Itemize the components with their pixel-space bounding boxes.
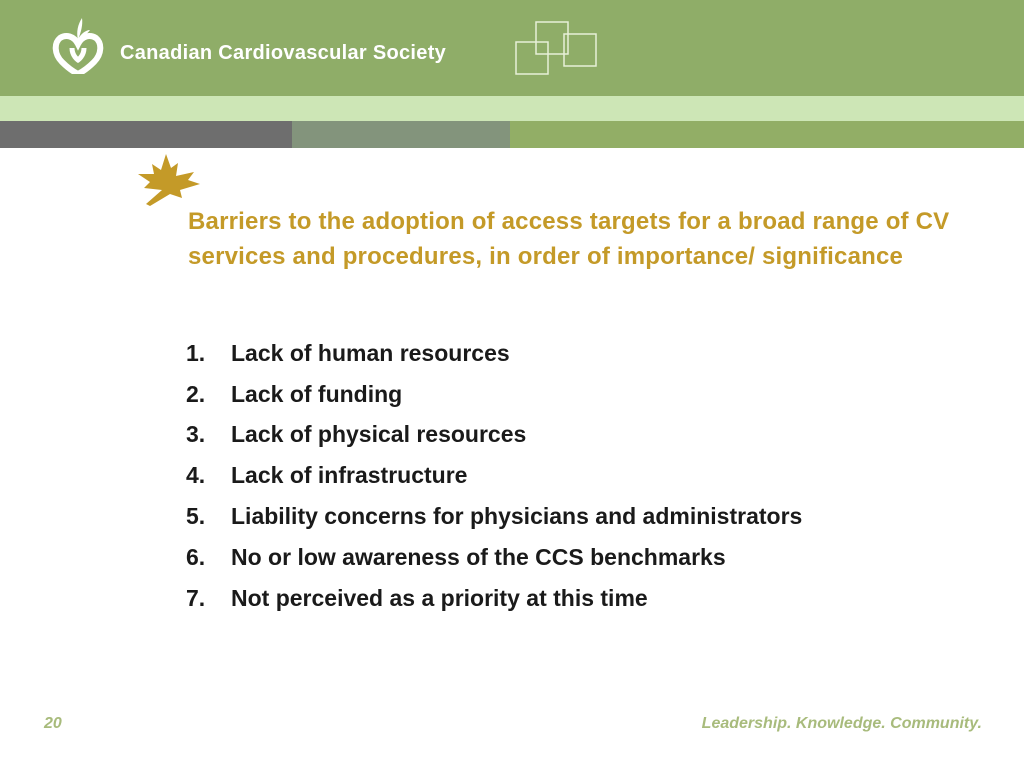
list-item: [186, 496, 802, 537]
list-item-text: Liability concerns for physicians and administrators: [231, 503, 803, 530]
overlapping-squares-icon: [512, 20, 602, 80]
list-item-text: No or low awareness of the CCS benchmarks: [231, 543, 726, 570]
heart-leaf-logo-icon: [52, 16, 104, 74]
list-item-number: 7.: [186, 584, 206, 611]
list-item: [186, 455, 802, 496]
stripe-mid-segment: [292, 121, 510, 148]
list-item-number: 6.: [186, 543, 206, 570]
list-item-number: 5.: [186, 503, 206, 530]
list-item-number: 1.: [186, 339, 206, 366]
list-item-text: Lack of funding: [231, 380, 403, 407]
list-item-number: 3.: [186, 421, 206, 448]
barrier-list: [186, 333, 802, 619]
list-item: [186, 578, 802, 619]
list-item-number: 4.: [186, 462, 206, 489]
header-light-band: [0, 96, 1024, 121]
stripe-dark-segment: [0, 121, 292, 148]
page-number: 20: [44, 715, 62, 732]
list-item: [186, 374, 802, 415]
list-item-text: Lack of human resources: [231, 339, 510, 366]
org-name: Canadian Cardiovascular Society: [120, 42, 447, 64]
header-stripe: [0, 121, 1024, 148]
stripe-green-segment: [510, 121, 1024, 148]
list-item-text: Lack of infrastructure: [231, 462, 468, 489]
slide-title: Barriers to the adoption of access targets for a broad range of CV services and procedures, in order of importance/ significance: [188, 208, 950, 270]
list-item-number: 2.: [186, 380, 206, 407]
footer-tagline: Leadership. Knowledge. Community.: [701, 715, 982, 732]
list-item-text: Lack of physical resources: [231, 421, 527, 448]
list-item-text: Not perceived as a priority at this time: [231, 584, 648, 611]
maple-leaf-icon: [136, 152, 202, 210]
list-item: [186, 333, 802, 374]
list-item: [186, 537, 802, 578]
list-item: [186, 415, 802, 456]
